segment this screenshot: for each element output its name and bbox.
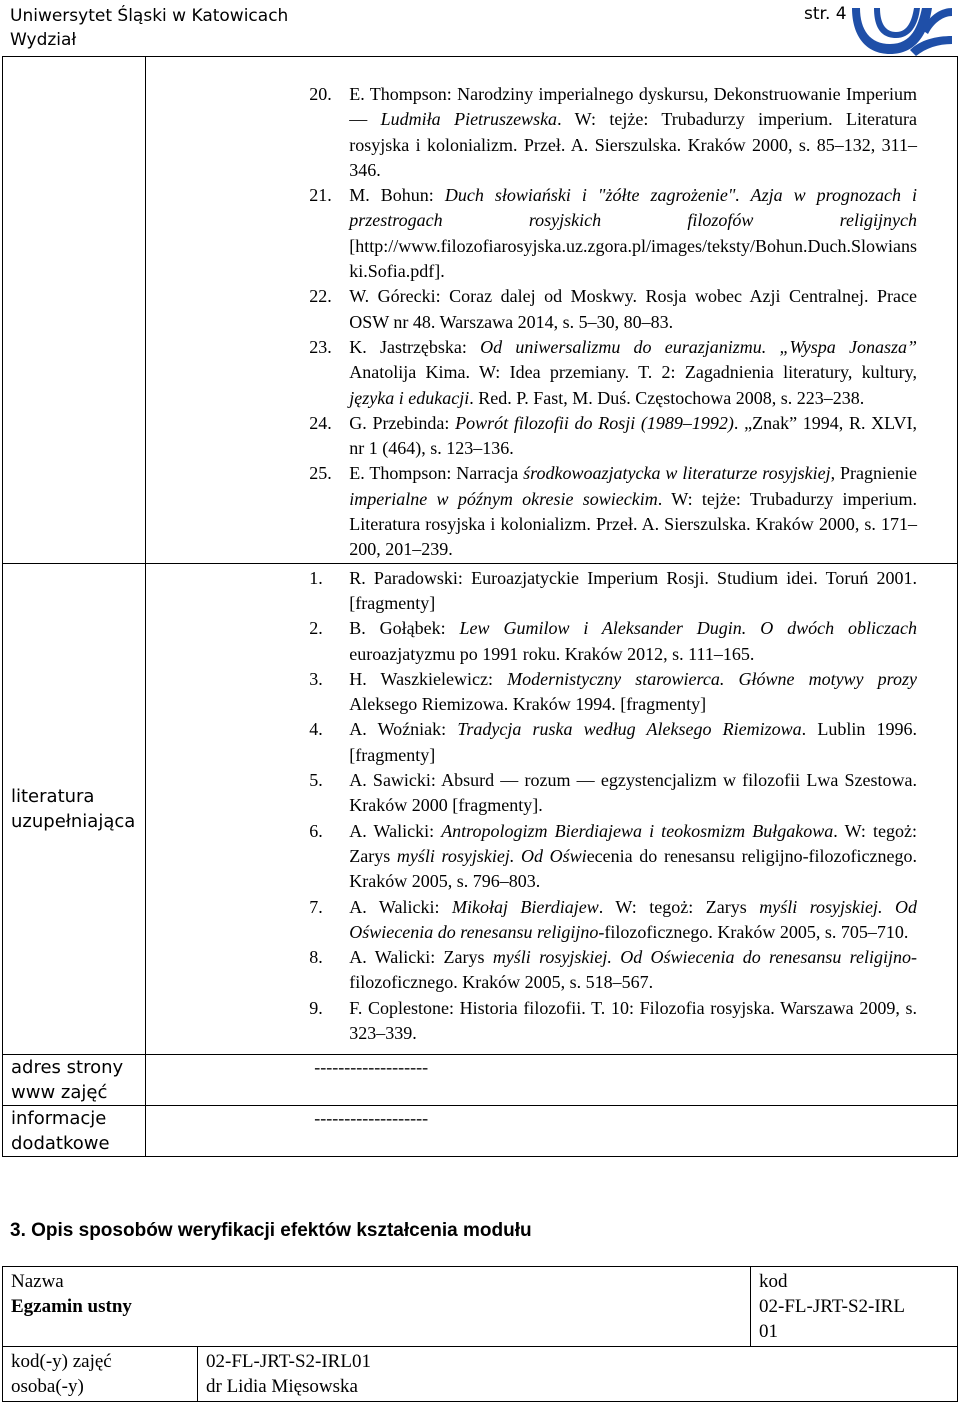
supplementary-literature <box>146 563 958 1055</box>
university-logo-icon <box>852 0 952 62</box>
list-item <box>309 768 917 819</box>
additional-info-value: ------------------- <box>314 1108 429 1129</box>
class-code-value: 02-FL-JRT-S2-IRL01 <box>206 1351 371 1372</box>
person-label: osoba(-y) <box>11 1376 84 1397</box>
item-text: A. Sawicki: Absurd — rozum — egzystencjalizm w filozofii Lwa Szestowa. Kraków 2000 [fragmenty]. <box>349 770 917 816</box>
item-text: M. Bohun: Duch słowiański i "żółte zagrożenie". Azja w prognozach i przestrogach rosyjskich filozofów religijnych [http://www.filozofiarosyjska.uz.zgora.pl/images/teksty/Bohun.Duch.Slowians ki.Sofia.pdf]. <box>349 185 918 282</box>
item-text: H. Waszkielewicz: Modernistyczny starowierca. Główne motywy prozy Aleksego Riemizowa. Kraków 1994. [fragmenty] <box>349 668 917 715</box>
item-number: 4. <box>309 719 323 740</box>
list-item <box>309 335 917 411</box>
list-item <box>309 284 917 335</box>
name-label: Nazwa <box>11 1271 64 1292</box>
item-number: 21. <box>309 185 332 206</box>
list-item <box>309 82 917 183</box>
list-item <box>309 616 917 667</box>
list-item <box>309 996 917 1047</box>
item-text: E. Thompson: Narracja środkowoazjatycka w literaturze rosyjskiej, Pragnienie imperialne w późnym okresie sowieckim. W: tejże: Trubadurzy imperium. Literatura rosyjska i kolonializm. Przeł. A. Sierszulska. Kraków 2000, s. 171–200, 201–239. <box>349 463 917 560</box>
university-name: Uniwersytet Śląski w Katowicach <box>10 6 289 26</box>
item-number: 5. <box>309 770 323 791</box>
list-item <box>309 183 917 284</box>
item-text: A. Walicki: Zarys myśli rosyjskiej. Od Oświecenia do renesansu religijno-filozoficznego. Kraków 2005, s. 518–567. <box>349 947 917 993</box>
item-number: 6. <box>309 820 323 841</box>
item-text: G. Przebinda: Powrót filozofii do Rosji (1989–1992). „Znak” 1994, R. XLVI, nr 1 (464), s. 123–136. <box>349 412 918 459</box>
person-value: dr Lidia Mięsowska <box>206 1376 358 1397</box>
list-item <box>309 717 917 768</box>
additional-info-label: informacje dodatkowe <box>3 1106 146 1157</box>
item-number: 2. <box>309 618 323 639</box>
item-text: E. Thompson: Narodziny imperialnego dyskursu, Dekonstruowanie Imperium — Ludmiła Pietruszewska. W: tejże: Trubadurzy imperium. Literatura rosyjska i kolonializm. Przeł. A. Sierszulska. Kraków 2000, s. 85–132, 311–346. <box>349 84 917 180</box>
item-text: B. Gołąbek: Lew Gumilow i Aleksander Dugin. O dwóch obliczach euroazjatyzmu po 1991 roku. Kraków 2012, s. 111–165. <box>349 618 917 664</box>
supplementary-label: literatura uzupełniająca <box>3 563 146 1055</box>
list-item <box>309 461 917 562</box>
item-number: 20. <box>309 84 332 104</box>
reference-list <box>146 82 917 563</box>
supplementary-list <box>146 566 917 1047</box>
item-text: R. Paradowski: Euroazjatyckie Imperium Rosji. Studium idei. Toruń 2001. [fragmenty] <box>349 567 917 613</box>
item-number: 7. <box>309 896 323 917</box>
class-code-label: kod(-y) zajęć <box>11 1351 112 1372</box>
name-value: Egzamin ustny <box>11 1296 132 1317</box>
item-number: 8. <box>309 947 323 968</box>
code-value: 02-FL-JRT-S2-IRL01 <box>759 1296 905 1342</box>
module-table <box>2 56 958 1157</box>
code-label: kod <box>759 1271 788 1292</box>
item-text: A. Walicki: Mikołaj Bierdiajew. W: tegoż: Zarys myśli rosyjskiej. Od Oświecenia do renesansu religijno-filozoficznego. Kraków 2005, s. 705–710. <box>349 896 918 942</box>
page-header <box>10 4 288 52</box>
item-number: 22. <box>309 286 332 307</box>
item-text: K. Jastrzębska: Od uniwersalizmu do eurazjanizmu. „Wyspa Jonasza” Anatolija Kima. W: Idea przemiany. T. 2: Zagadnienia literatury, kultury, języka i edukacji. Red. P. Fast, M. Duś. Częstochowa 2008, s. 223–238. <box>349 336 918 408</box>
item-number: 23. <box>309 336 332 357</box>
item-number: 25. <box>309 463 332 484</box>
item-text: A. Woźniak: Tradycja ruska według Aleksego Riemizowa. Lublin 1996. [fragmenty] <box>349 719 918 765</box>
empty-label-cell <box>3 57 146 564</box>
list-item <box>309 945 917 996</box>
website-label: adres strony www zajęć <box>3 1055 146 1106</box>
item-text: W. Górecki: Coraz dalej od Moskwy. Rosja wobec Azji Centralnej. Prace OSW nr 48. Warszawa 2014, s. 5–30, 80–83. <box>349 286 917 332</box>
item-number: 1. <box>309 567 323 588</box>
list-item <box>309 667 917 718</box>
section-title: 3. Opis sposobów weryfikacji efektów kształcenia modułu <box>10 1220 532 1241</box>
item-text: A. Walicki: Antropologizm Bierdiajewa i teokosmizm Bułgakowa. W: tegoż: Zarys myśli rosyjskiej. Od Oświecenia do renesansu religijno-filozoficznego. Kraków 2005, s. 796–803. <box>349 820 918 892</box>
item-number: 3. <box>309 668 323 689</box>
page-number: str. 4 <box>804 4 847 24</box>
item-number: 9. <box>309 997 323 1018</box>
faculty-name: Wydział <box>10 30 77 50</box>
website-value: ------------------- <box>314 1057 429 1078</box>
list-item <box>309 411 917 462</box>
verification-table <box>2 1266 958 1402</box>
list-item <box>309 566 917 617</box>
item-text: F. Coplestone: Historia filozofii. T. 10: Filozofia rosyjska. Warszawa 2009, s. 323–339. <box>349 997 917 1043</box>
list-item <box>309 895 917 946</box>
list-item <box>309 819 917 895</box>
basic-literature-continuation <box>146 57 958 564</box>
item-number: 24. <box>309 412 332 433</box>
